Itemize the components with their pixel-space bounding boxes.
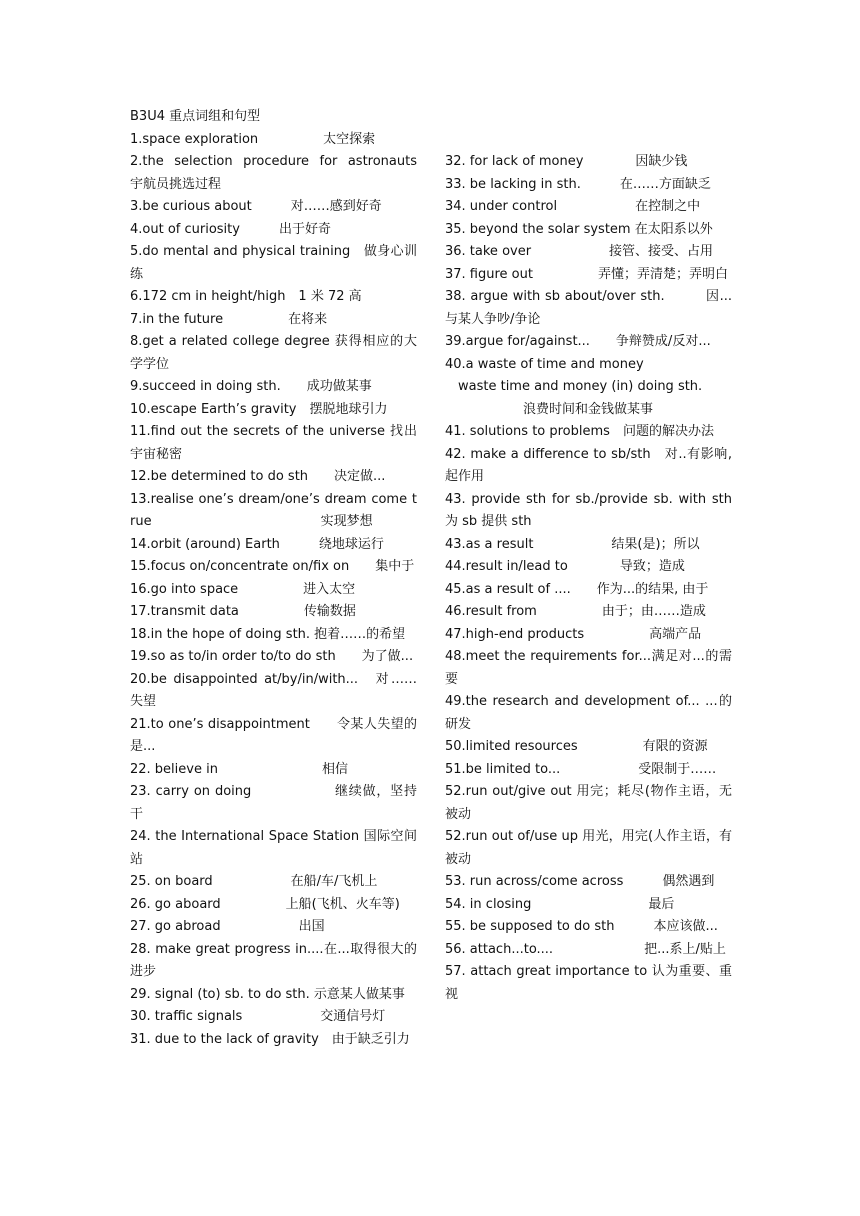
phrase-entry: 33. be lacking in sth. 在……方面缺乏 (445, 176, 711, 192)
phrase-entry: 35. beyond the solar system 在太阳系以外 (445, 221, 713, 237)
right-column (445, 151, 746, 1006)
phrase-entry: 32. for lack of money 因缺少钱 (445, 154, 688, 169)
phrase-entry: 10.escape Earth’s gravity 摆脱地球引力 (130, 401, 388, 417)
phrase-entry: 46.result from 由于；由……造成 (445, 604, 706, 619)
phrase-entry: 36. take over 接管、接受、占用 (445, 244, 714, 259)
phrase-entry: 54. in closing 最后 (445, 896, 675, 912)
phrase-entry: 30. traffic signals 交通信号灯 (130, 1009, 386, 1024)
phrase-entry: 18.in the hope of doing sth. 抱着……的希望 (130, 626, 406, 642)
phrase-entry: 浪费时间和金钱做某事 (445, 401, 654, 417)
phrase-entry: 43. provide sth for sb./provide sb. with sth 为 sb 提供 sth (445, 491, 746, 529)
phrase-entry: 48.meet the requirements for...满足对...的需要 (445, 649, 732, 687)
phrase-entry: 41. solutions to problems 问题的解决办法 (445, 424, 714, 439)
phrase-entry: 56. attach...to.... 把...系上/贴上 (445, 941, 726, 957)
phrase-entry: 17.transmit data 传输数据 (130, 604, 356, 619)
phrase-entry: waste time and money (in) doing sth. (445, 379, 703, 394)
phrase-entry: 15.focus on/concentrate on/fix on 集中于 (130, 559, 415, 574)
phrase-entry: 44.result in/lead to 导致；造成 (445, 559, 685, 574)
phrase-entry: 13.realise one’s dream/one’s dream come true 实现梦想 (130, 491, 417, 529)
phrase-entry: 52.run out of/use up 用光，用完(人作主语，有被动 (445, 829, 732, 867)
phrase-entry: 38. argue with sb about/over sth. 因...与某人争吵/争论 (445, 289, 732, 327)
phrase-entry: 37. figure out 弄懂；弄清楚；弄明白 (445, 266, 728, 282)
phrase-entry: 22. believe in 相信 (130, 761, 348, 777)
phrase-entry: 49.the research and development of... ...的研发 (445, 694, 732, 732)
phrase-entry: 4.out of curiosity 出于好奇 (130, 221, 331, 237)
phrase-entry: 26. go aboard 上船(飞机、火车等) (130, 896, 400, 912)
phrase-entry: 57. attach great importance to 认为重要、重视 (445, 964, 732, 1002)
phrase-entry: 40.a waste of time and money (445, 356, 644, 372)
phrase-entry: 39.argue for/against... 争辩赞成/反对... (445, 334, 711, 349)
phrase-entry: 34. under control 在控制之中 (445, 199, 701, 214)
phrase-entry: 23. carry on doing 继续做，坚持干 (130, 784, 417, 822)
phrase-entry: 51.be limited to... 受限制于…… (445, 761, 717, 777)
phrase-entry: 7.in the future 在将来 (130, 311, 328, 327)
phrase-entry: 28. make great progress in....在...取得很大的进步 (130, 941, 417, 979)
phrase-entry: 8.get a related college degree 获得相应的大学学位 (130, 334, 417, 372)
phrase-entry: 14.orbit (around) Earth 绕地球运行 (130, 536, 384, 552)
phrase-entry: 2.the selection procedure for astronauts 宇航员挑选过程 (130, 154, 444, 192)
phrase-entry: 20.be disappointed at/by/in/with... 对……失望 (130, 671, 417, 709)
phrase-entry: 55. be supposed to do sth 本应该做... (445, 919, 718, 934)
phrase-entry: 29. signal (to) sb. to do sth. 示意某人做某事 (130, 986, 405, 1002)
phrase-entry: 42. make a difference to sb/sth 对..有影响,起作用 (445, 446, 732, 484)
phrase-entry: 45.as a result of .... 作为...的结果, 由于 (445, 581, 709, 597)
phrase-entry: 11.find out the secrets of the universe 找出宇宙秘密 (130, 424, 417, 462)
left-column (130, 106, 444, 1051)
phrase-entry: 43.as a result 结果(是)；所以 (445, 536, 700, 552)
phrase-entry: 19.so as to/in order to/to do sth 为了做... (130, 649, 414, 664)
document-title: B3U4 重点词组和句型 (130, 109, 261, 124)
phrase-entry: 6.172 cm in height/high 1 米 72 高 (130, 289, 362, 304)
phrase-entry: 52.run out/give out 用完；耗尽(物作主语，无被动 (445, 784, 732, 822)
phrase-entry: 24. the International Space Station 国际空间站 (130, 829, 417, 867)
phrase-entry: 3.be curious about 对……感到好奇 (130, 199, 382, 214)
phrase-entry: 53. run across/come across 偶然遇到 (445, 874, 715, 889)
phrase-entry: 31. due to the lack of gravity 由于缺乏引力 (130, 1031, 410, 1047)
phrase-entry: 16.go into space 进入太空 (130, 581, 356, 597)
phrase-entry: 9.succeed in doing sth. 成功做某事 (130, 379, 372, 394)
phrase-entry: 1.space exploration 太空探索 (130, 131, 376, 147)
phrase-entry: 21.to one’s disappointment 令某人失望的是... (130, 716, 417, 754)
phrase-entry: 27. go abroad 出国 (130, 919, 325, 934)
phrase-entry: 12.be determined to do sth 决定做... (130, 469, 386, 484)
phrase-entry: 50.limited resources 有限的资源 (445, 739, 708, 754)
phrase-entry: 47.high-end products 高端产品 (445, 626, 702, 642)
phrase-entry: 25. on board 在船/车/飞机上 (130, 874, 378, 889)
phrase-entry: 5.do mental and physical training 做身心训练 (130, 244, 417, 282)
